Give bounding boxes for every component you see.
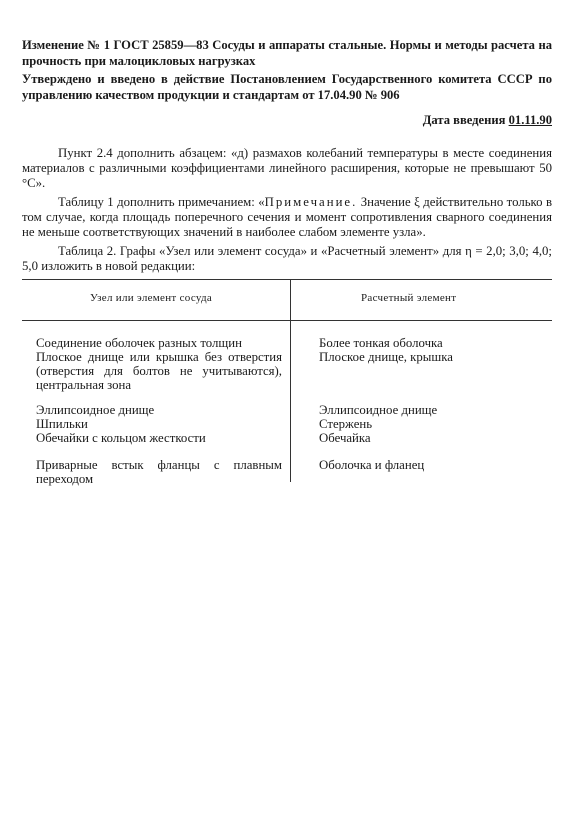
table-cell-right: Плоское днище, крышка [319,350,453,364]
table-cell-left: Соединение оболочек разных толщин [36,336,242,350]
table-column-divider [290,279,291,482]
paragraph-table-1 [22,195,552,240]
table-cell-right: Обечайка [319,431,371,445]
paragraph-2-start: Таблицу 1 дополнить примечанием: « [58,195,265,209]
table-cell-left: Шпильки [36,417,88,431]
table-cell-left: Приварные встык фланцы с плавным переходом [36,458,282,486]
effective-date-label: Дата введения [422,113,506,127]
table-header-vessel-unit: Узел или элемент сосуда [90,292,213,304]
change-title: Изменение № 1 ГОСТ 25859—83 Сосуды и аппараты стальные. Нормы и методы расчета на прочность при малоцикловых нагрузках [22,38,552,68]
effective-date [423,113,552,128]
paragraph-3-text: Таблица 2. Графы «Узел или элемент сосуда» и «Расчетный элемент» для η = 2,0; 3,0; 4,0; 5,0 изложить в новой редакции: [22,244,552,273]
table-header-border [22,320,552,321]
table-cell-left: Обечайки с кольцом жесткости [36,431,206,445]
paragraph-2-rest: Значение ξ действительно только в том случае, когда площадь поперечного сечения и момент сопротивления сварного соединения не меньше соответствующих значений в наиболее слабом элементе узла». [22,195,552,239]
paragraph-table-2 [22,244,552,274]
table-top-border [22,279,552,280]
paragraph-point-2-4 [22,146,552,191]
paragraph-1-text: Пункт 2.4 дополнить абзацем: «д) размахов колебаний температуры в месте соединения материалов с различными коэффициентами линейного расширения, которые не превышают 50 °С». [22,146,552,190]
table-header-design-element: Расчетный элемент [361,292,457,304]
approval-statement: Утверждено и введено в действие Постановлением Государственного комитета СССР по управлению качеством продукции и стандартам от 17.04.90 № 906 [22,72,552,102]
table-cell-right: Более тонкая оболочка [319,336,443,350]
table-cell-left: Плоское днище или крышка без отверстия (отверстия для болтов не учитываются), центральная зона [36,350,282,392]
effective-date-value: 01.11.90 [508,113,552,127]
table-cell-right: Оболочка и фланец [319,458,425,472]
note-word: Примечание. [264,195,358,209]
table-cell-right: Эллипсоидное днище [319,403,438,417]
table-cell-left: Эллипсоидное днище [36,403,155,417]
table-cell-right: Стержень [319,417,373,431]
